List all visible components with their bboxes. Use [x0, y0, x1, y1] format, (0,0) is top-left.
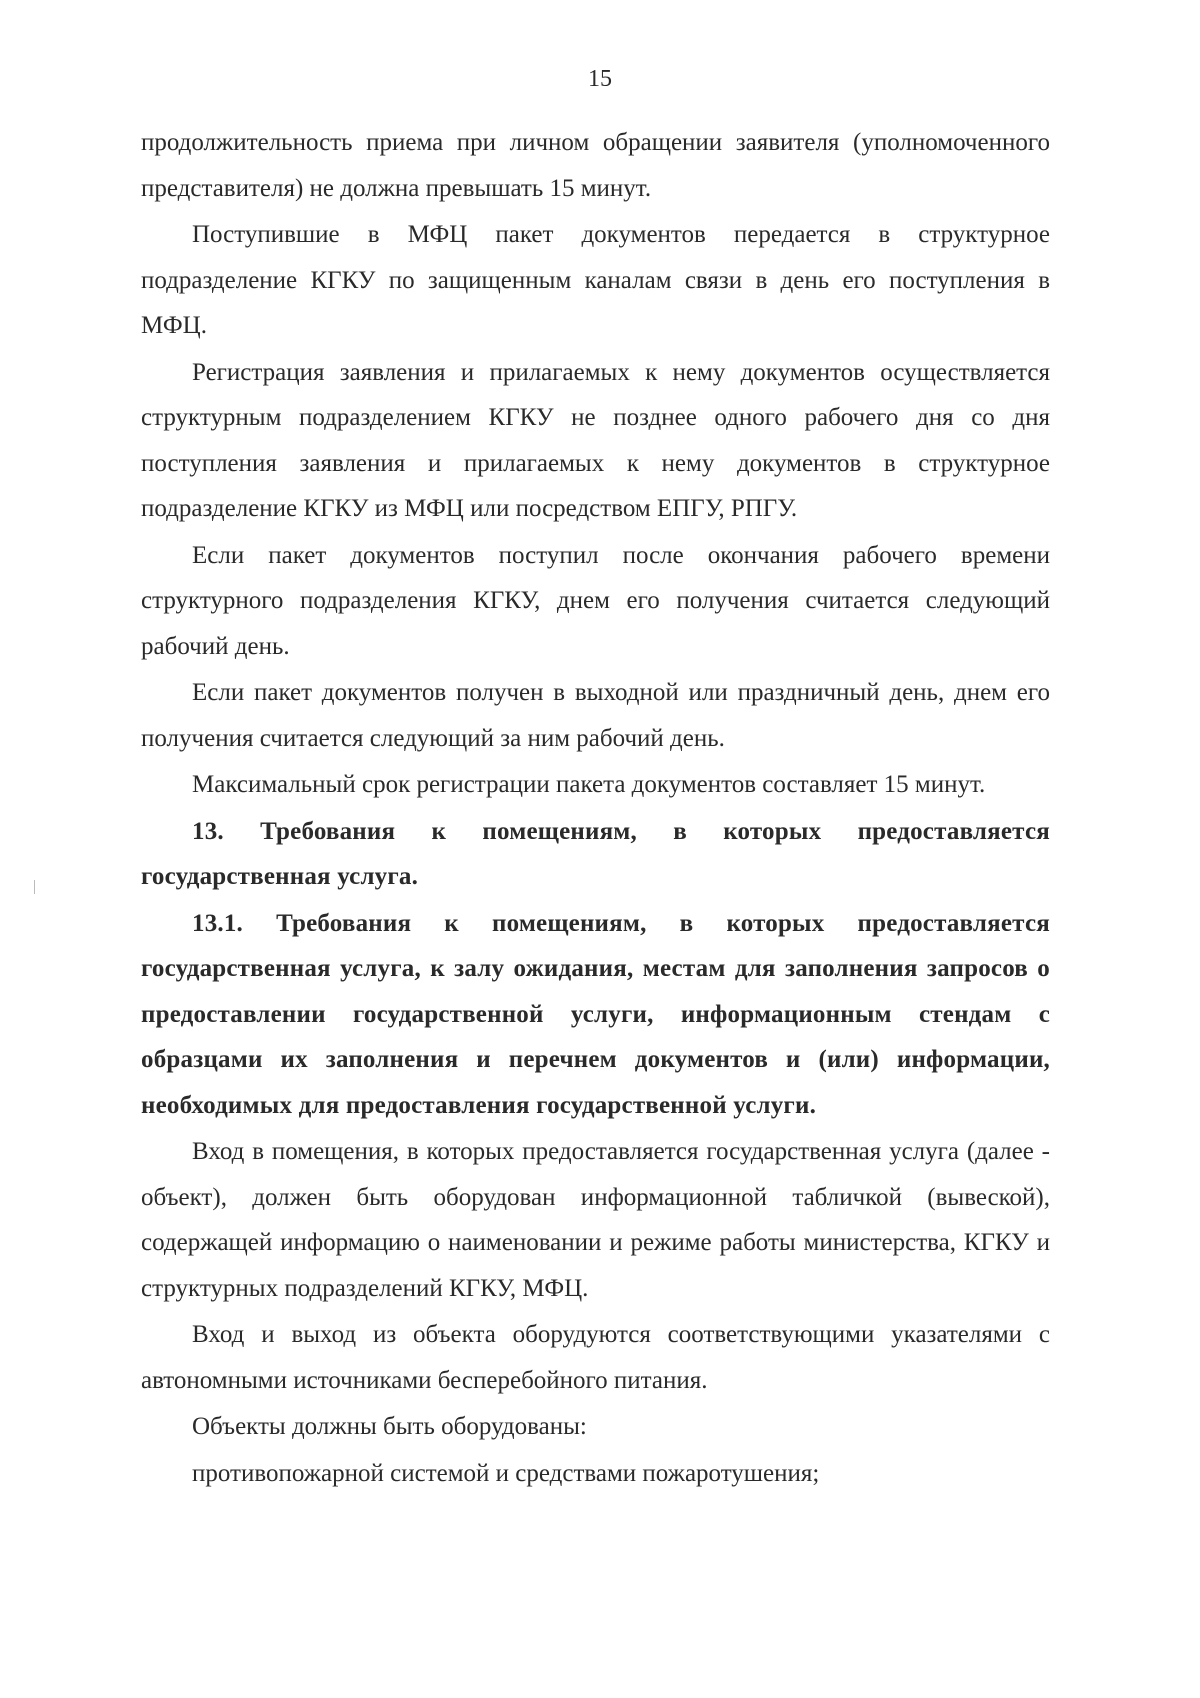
- section-heading-13: 13. Требования к помещениям, в которых предоставляется государственная услуга.: [141, 817, 1050, 890]
- page-number: 15: [588, 66, 612, 92]
- paragraph-fire-safety: противопожарной системой и средствами пожаротушения;: [192, 1459, 820, 1487]
- paragraph-holiday: Если пакет документов получен в выходной или праздничный день, днем его получения считается следующий за ним рабочий день.: [141, 679, 1050, 752]
- paragraph-continuation: продолжительность приема при личном обращении заявителя (уполномоченного представителя) не должна превышать 15 минут.: [141, 129, 1050, 202]
- document-body: [141, 120, 1050, 1497]
- margin-mark: [34, 880, 35, 894]
- paragraph-max-time: Максимальный срок регистрации пакета документов составляет 15 минут.: [192, 771, 986, 798]
- paragraph-entrance-exit: Вход и выход из объекта оборудуются соответствующими указателями с автономными источниками бесперебойного питания.: [141, 1321, 1050, 1394]
- paragraph-after-hours: Если пакет документов поступил после окончания рабочего времени структурного подразделения КГКУ, днем его получения считается следующий рабочий день.: [141, 541, 1050, 660]
- section-heading-13-1: 13.1. Требования к помещениям, в которых предоставляется государственная услуга, к залу ожидания, местам для заполнения запросов о предоставлении государственной услуги, информационным стендам с образцами их заполнения и перечнем документов и (или) информации, необходимых для предоставления государственной услуги.: [141, 909, 1050, 1119]
- paragraph-objects-equipped: Объекты должны быть оборудованы:: [192, 1413, 587, 1440]
- paragraph-mfc-transfer: Поступившие в МФЦ пакет документов передается в структурное подразделение КГКУ по защищенным каналам связи в день его поступления в МФЦ.: [141, 221, 1050, 339]
- paragraph-entrance-sign: Вход в помещения, в которых предоставляется государственная услуга (далее - объект), должен быть оборудован информационной табличкой (вывеской), содержащей информацию о наименовании и режиме работы министерства, КГКУ и структурных подразделений КГКУ, МФЦ.: [141, 1138, 1050, 1302]
- paragraph-registration: Регистрация заявления и прилагаемых к нему документов осуществляется структурным подразделением КГКУ не позднее одного рабочего дня со дня поступления заявления и прилагаемых к нему документов в структурное подразделение КГКУ из МФЦ или посредством ЕПГУ, РПГУ.: [141, 358, 1050, 522]
